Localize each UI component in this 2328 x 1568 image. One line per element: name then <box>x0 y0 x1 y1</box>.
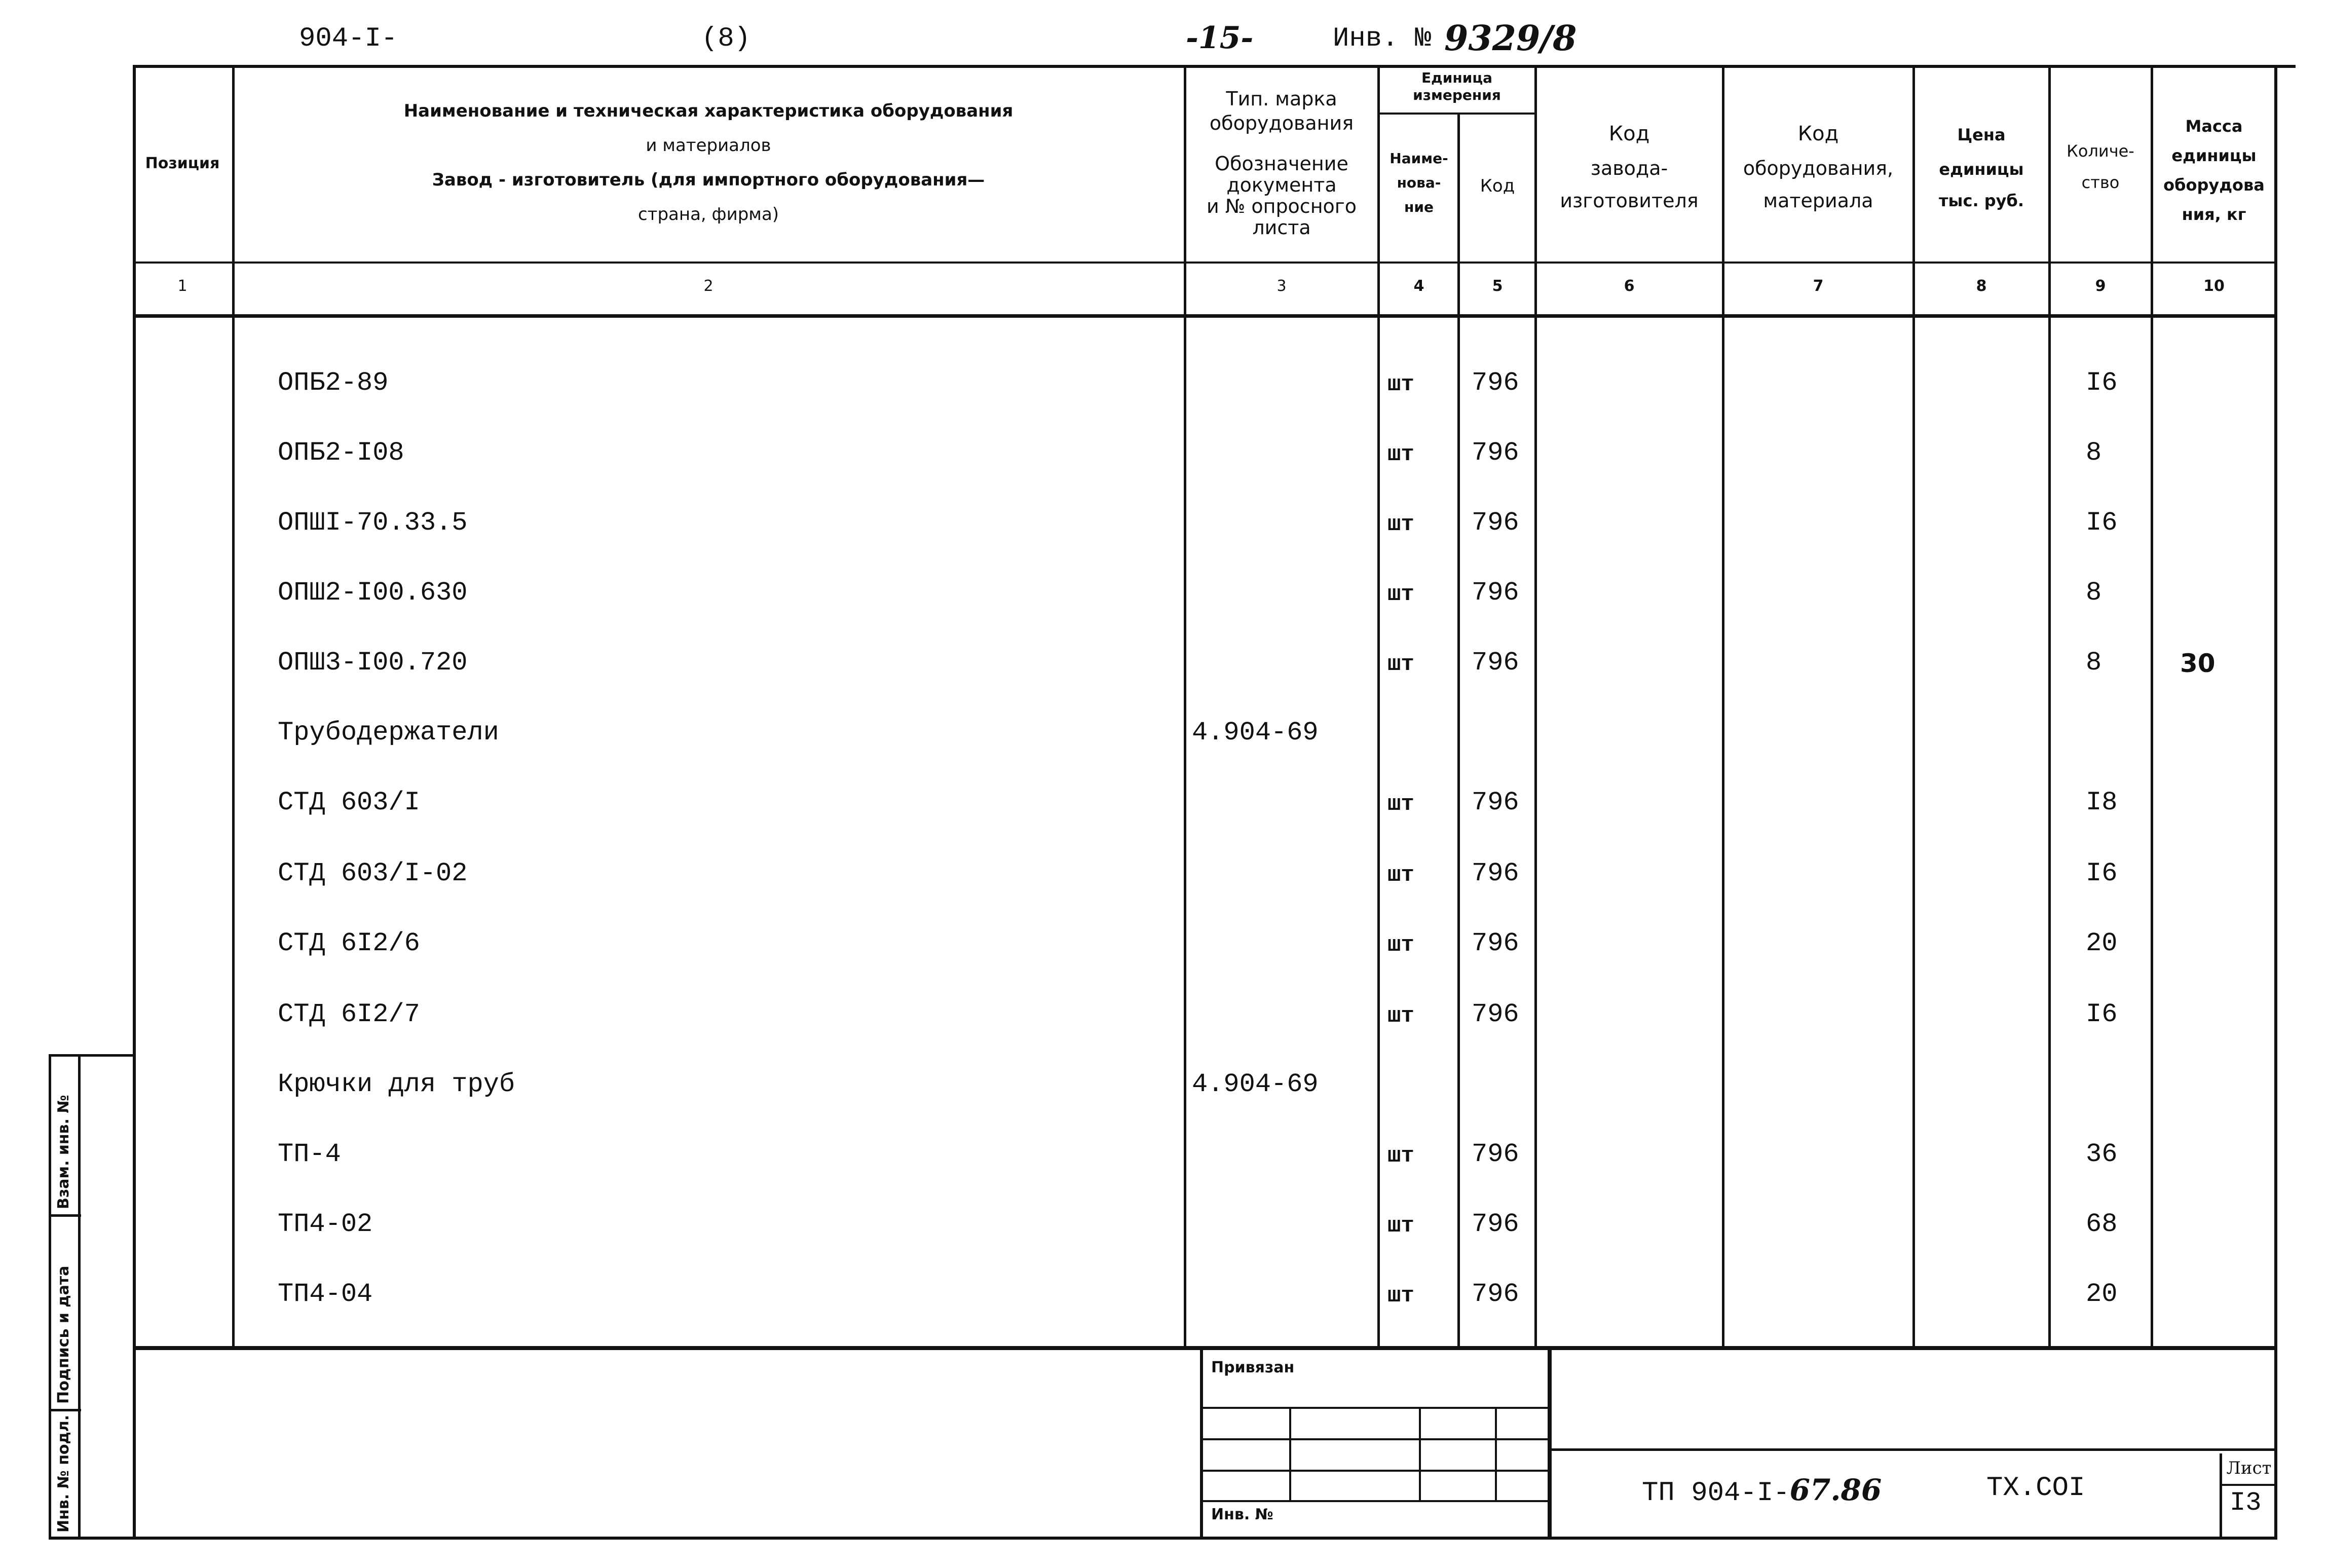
unit-group-line <box>1377 113 1535 115</box>
row-name: СТД 6I2/7 <box>278 999 420 1029</box>
col-header-price2: единицы <box>1939 160 2024 179</box>
row-name: ТП-4 <box>278 1139 341 1169</box>
col-header-position: Позиция <box>145 155 220 172</box>
frame-right-line <box>2274 65 2277 1540</box>
col-header-mass1: Масса <box>2185 117 2243 136</box>
row-unit: шт <box>1387 1283 1414 1309</box>
row-quantity: I6 <box>2086 508 2118 538</box>
col-header-qty1: Количе- <box>2067 141 2134 161</box>
row-unit-code: 796 <box>1472 1139 1519 1169</box>
col-divider-9 <box>2151 65 2153 1347</box>
row-name: ОПБ2-I08 <box>278 438 404 468</box>
stamp-sheet-line <box>2220 1484 2275 1486</box>
col-header-type-line1: Тип. марка <box>1226 88 1337 110</box>
col-header-equip-code1: Код <box>1797 122 1839 145</box>
stamp-section-code: ТХ.COI <box>1986 1473 2085 1504</box>
col-header-unit-name2: нова- <box>1397 174 1441 191</box>
col-header-mass2: единицы <box>2171 146 2257 165</box>
row-name: Трубодержатели <box>278 718 499 748</box>
row-name: ОПШ2-I00.630 <box>278 578 468 608</box>
col-number-9: 9 <box>2095 277 2106 295</box>
stamp-designation-handwritten: 67.86 <box>1789 1473 1882 1507</box>
row-unit: шт <box>1387 863 1414 888</box>
row-unit-code: 796 <box>1472 1209 1519 1239</box>
row-unit: шт <box>1387 1213 1414 1239</box>
col-number-3: 3 <box>1276 277 1287 295</box>
row-name: ОПШI-70.33.5 <box>278 508 468 538</box>
col-header-name-line3: Завод - изготовитель (для импортного оборудования— <box>432 170 985 190</box>
row-unit-code: 796 <box>1472 928 1519 958</box>
col-header-type-line6: листа <box>1252 216 1311 239</box>
row-unit-code: 796 <box>1472 648 1519 678</box>
row-name: СТД 6I2/6 <box>278 928 420 958</box>
col-header-unit-group1: Единица <box>1421 69 1492 86</box>
stamp-sheet-divider <box>2220 1453 2222 1539</box>
sidebar-sep-2 <box>49 1409 81 1411</box>
col-header-plant-code1: Код <box>1608 122 1650 145</box>
col-header-unit-code: Код <box>1480 176 1515 196</box>
row-unit-code: 796 <box>1472 858 1519 888</box>
row-unit-code: 796 <box>1472 1279 1519 1309</box>
stamp-linked-label: Привязан <box>1211 1359 1295 1376</box>
col-divider-6 <box>1722 65 1724 1347</box>
stamp-divider-right <box>1548 1346 1552 1539</box>
row-quantity: 8 <box>2086 438 2102 468</box>
stamp-divider-left <box>1200 1346 1203 1539</box>
row-unit-code: 796 <box>1472 368 1519 398</box>
col-divider-8 <box>2048 65 2051 1347</box>
col-number-7: 7 <box>1813 277 1824 295</box>
col-header-price3: тыс. руб. <box>1938 191 2024 210</box>
col-header-type-line3: Обозначение <box>1215 153 1348 175</box>
row-unit: шт <box>1387 932 1414 958</box>
row-unit: шт <box>1387 372 1414 397</box>
col-header-unit-name1: Наиме- <box>1390 150 1448 167</box>
row-name: СТД 603/I-02 <box>278 858 468 888</box>
col-header-price1: Цена <box>1957 125 2006 144</box>
col-header-unit-name3: ние <box>1404 199 1434 215</box>
row-quantity: 20 <box>2086 928 2118 958</box>
inventory-label: Инв. № <box>1333 23 1432 54</box>
row-unit-code: 796 <box>1472 788 1519 817</box>
row-name: ТП4-04 <box>278 1279 373 1309</box>
col-divider-5 <box>1534 65 1537 1347</box>
col-header-mass4: ния, кг <box>2182 205 2246 224</box>
stamp-sheet-number: I3 <box>2230 1488 2262 1518</box>
stamp-inv-label: Инв. № <box>1211 1506 1273 1523</box>
row-unit: шт <box>1387 652 1414 677</box>
col-header-equip-code2: оборудования, <box>1743 157 1894 179</box>
row-unit-code: 796 <box>1472 999 1519 1029</box>
sidebar-sep-1 <box>49 1214 81 1217</box>
stamp-grid-vline-3 <box>1495 1407 1497 1502</box>
parenthetical-number: (8) <box>701 23 751 54</box>
row-quantity: 36 <box>2086 1139 2118 1169</box>
sidebar-top-line <box>49 1054 135 1057</box>
row-unit: шт <box>1387 582 1414 607</box>
stamp-designation-line <box>1551 1448 2277 1451</box>
row-document: 4.904-69 <box>1192 1069 1319 1099</box>
row-quantity: I8 <box>2086 788 2118 817</box>
col-number-6: 6 <box>1624 277 1635 295</box>
col-header-mass3: оборудова <box>2163 175 2265 195</box>
col-divider-7 <box>1912 65 1915 1347</box>
row-name: Крючки для труб <box>278 1069 515 1099</box>
row-unit: шт <box>1387 792 1414 817</box>
series-number: 904-I- <box>299 23 398 54</box>
frame-bottom-line <box>49 1537 2277 1540</box>
col-number-5: 5 <box>1492 277 1503 295</box>
header-bottom-line <box>133 314 2274 318</box>
row-unit: шт <box>1387 1143 1414 1169</box>
row-mass: 30 <box>2180 649 2216 678</box>
row-quantity: 20 <box>2086 1279 2118 1309</box>
col-divider-3 <box>1377 65 1380 1347</box>
sidebar-mid-line <box>78 1054 81 1540</box>
row-name: ОПШ3-I00.720 <box>278 648 468 678</box>
sidebar-left-line <box>49 1054 51 1540</box>
row-quantity: I6 <box>2086 858 2118 888</box>
col-header-name-line1: Наименование и техническая характеристика оборудования <box>403 101 1013 121</box>
row-unit-code: 796 <box>1472 438 1519 468</box>
row-quantity: 68 <box>2086 1209 2118 1239</box>
frame-top-line <box>133 65 2296 68</box>
col-header-name-line2: и материалов <box>646 135 771 156</box>
col-number-4: 4 <box>1413 277 1424 295</box>
col-header-type-line5: и № опросного <box>1206 195 1357 217</box>
row-unit: шт <box>1387 512 1414 537</box>
row-quantity: I6 <box>2086 368 2118 398</box>
col-number-8: 8 <box>1976 277 1987 295</box>
col-divider-1 <box>232 65 235 1347</box>
row-unit-code: 796 <box>1472 578 1519 608</box>
row-unit-code: 796 <box>1472 508 1519 538</box>
row-name: СТД 603/I <box>278 788 420 817</box>
row-unit: шт <box>1387 1003 1414 1029</box>
col-header-plant-code3: изготовителя <box>1560 190 1699 212</box>
row-quantity: 8 <box>2086 578 2102 608</box>
col-number-1: 1 <box>177 277 187 295</box>
stamp-grid-vline-1 <box>1289 1407 1291 1502</box>
col-header-equip-code3: материала <box>1763 190 1873 212</box>
sidebar-field-inv-original: Инв. № подл. <box>55 1414 72 1533</box>
inventory-number: 9329/8 <box>1444 18 1577 59</box>
row-name: ОПБ2-89 <box>278 368 389 398</box>
col-header-plant-code2: завода- <box>1590 157 1668 179</box>
col-divider-2 <box>1184 65 1186 1347</box>
sidebar-field-signature-date: Подпись и дата <box>55 1265 72 1404</box>
col-header-qty2: ство <box>2081 173 2120 192</box>
col-header-type-line4: документа <box>1226 174 1337 196</box>
stamp-designation-prefix: ТП 904-I- <box>1642 1478 1790 1509</box>
col-number-10: 10 <box>2203 277 2225 295</box>
row-quantity: I6 <box>2086 999 2118 1029</box>
row-quantity: 8 <box>2086 648 2102 678</box>
stamp-top-line <box>133 1346 2277 1350</box>
col-header-name-line4: страна, фирма) <box>637 204 779 225</box>
row-document: 4.904-69 <box>1192 718 1319 748</box>
col-header-unit-group2: измерения <box>1413 87 1501 103</box>
sidebar-field-replace-inv: Взам. инв. № <box>55 1095 72 1209</box>
header-number-top-line <box>133 262 2274 264</box>
col-header-type-line2: оборудования <box>1209 112 1354 134</box>
row-name: ТП4-02 <box>278 1209 373 1239</box>
col-number-2: 2 <box>703 277 714 295</box>
stamp-grid-vline-2 <box>1419 1407 1421 1502</box>
row-unit: шт <box>1387 442 1414 467</box>
page-number: -15- <box>1186 20 1254 56</box>
stamp-designation <box>1642 1473 1882 1509</box>
stamp-sheet-label: Лист <box>2226 1458 2272 1478</box>
